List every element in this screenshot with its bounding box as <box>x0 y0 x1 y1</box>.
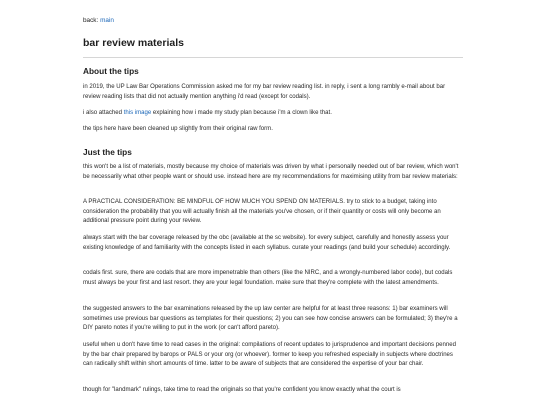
paragraph: always start with the bar coverage released by the obc (available at the sc website). for every subject, carefully and honestly assess your existing knowledge of and familiarity with the concepts listed in each syllabus. curate your readings (and build your schedule) accordingly. <box>83 235 451 251</box>
paragraph: useful when u don't have time to read cases in the original: compilations of recent updates to jurisprudence and important decisions penned by the bar chair prepared by barops or PALS or your org (or whoever). former to keep you refreshed especially in subjects where doctrines can radically shift within short amounts of time. latter to be aware of subjects that are considered the expertise of your bar chair. <box>83 342 456 367</box>
paragraph <box>83 109 463 119</box>
back-nav <box>83 17 114 25</box>
paragraph: though for "landmark" rulings, take time to read the originals so that you're confident you know exactly what the court is <box>83 387 401 393</box>
main-link[interactable]: main <box>100 17 114 24</box>
title-divider <box>83 57 463 58</box>
paragraph: this won't be a list of materials, mostly because my choice of materials was driven by what i personally needed out of bar review, which won't be necessarily what other people want or should use. instead here are my recommendations for maximising utility from bar review materials: <box>83 164 459 180</box>
paragraph-text: i also attached <box>83 110 124 116</box>
section-heading-about: About the tips <box>83 66 139 76</box>
this-image-link[interactable]: this image <box>123 110 152 116</box>
paragraph: the suggested answers to the bar examinations released by the up law center are helpful for at least three reasons: 1) bar examiners will sometimes use previous bar questions as templates for their questions; 2) you can see how concise answers can be formulated; 3) they're a DIY pareto notes if you're willing to put in the work (or can't afford pareto). <box>83 306 458 331</box>
paragraph: the tips here have been cleaned up slightly from their original raw form. <box>83 126 273 132</box>
back-label: back: <box>83 17 99 24</box>
paragraph: in 2019, the UP Law Bar Operations Commission asked me for my bar review reading list. in reply, i sent a long rambly e-mail about bar review reading lists that did not actually mention anything i'd read (except for codals). <box>83 84 446 100</box>
paragraph-text: explaining how i made my study plan because i'm a clown like that. <box>151 110 332 116</box>
paragraph: A PRACTICAL CONSIDERATION: BE MINDFUL OF HOW MUCH YOU SPEND ON MATERIALS. try to stick to a budget, taking into consideration the probability that you will actually finish all the materials you've chosen, or if their quantity or costs will only become an additional pressure point during your review. <box>83 199 441 224</box>
page-title: bar review materials <box>83 37 184 49</box>
paragraph: codals first. sure, there are codals that are more impenetrable than others (like the NIRC, and a wrongly-numbered labor code), but codals must always be your first and last resort. they are your legal foundation. make sure that they're complete with the latest amendments. <box>83 270 453 286</box>
section-heading-just-the-tips: Just the tips <box>83 147 132 157</box>
